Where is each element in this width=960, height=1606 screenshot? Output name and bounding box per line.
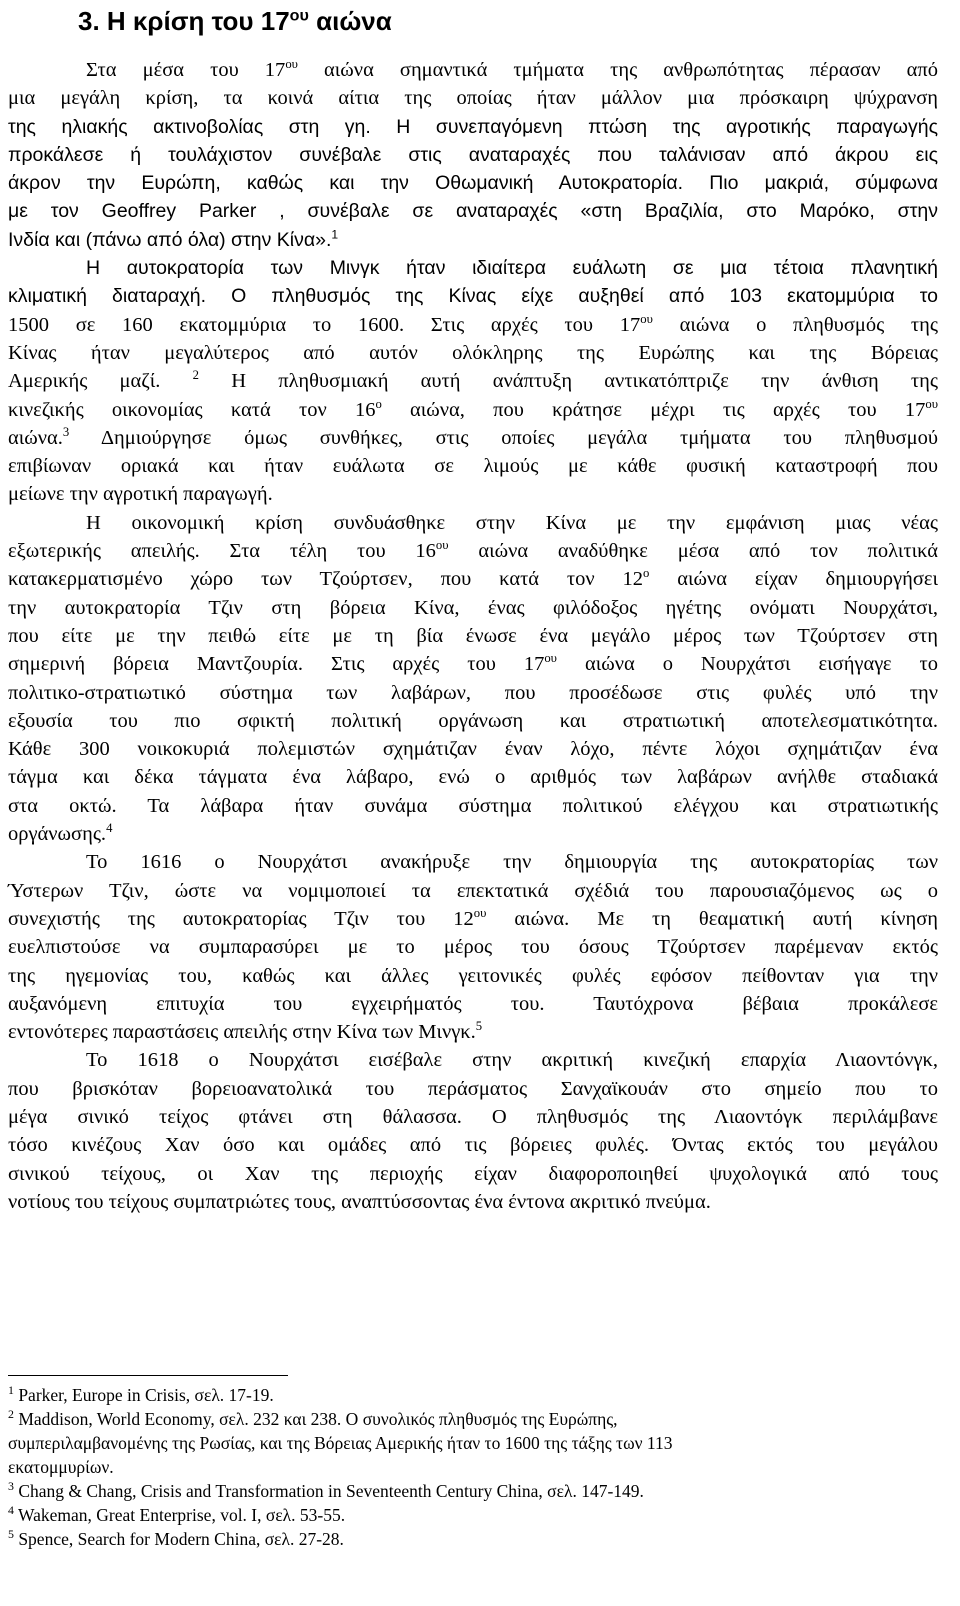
- text-line: μέγα σινικό τείχος φτάνει στη θάλασσα. Ο πληθυσμός της Λιαοντόγκ περιλάμβανε: [8, 1105, 938, 1128]
- text-line: άκρον την Ευρώπη, καθώς και την Οθωμανική Αυτοκρατορία. Πιο μακριά, σύμφωνα: [8, 172, 938, 195]
- footnote-divider: [8, 1375, 288, 1376]
- footnote-ref: 2: [192, 368, 199, 383]
- text-line: πολιτικο-στρατιωτικό σύστημα των λαβάρων, που προσέδωσε στις φυλές υπό την: [8, 681, 938, 704]
- text-line: επιβίωναν οριακά και ήταν ευάλωτα σε λιμούς με κάθε φυσική καταστροφή που: [8, 455, 938, 478]
- text-line: Κάθε 300 νοικοκυριά πολεμιστών σχημάτιζαν έναν λόχο, πέντε λόχοι σχημάτιζαν ένα: [8, 738, 938, 761]
- footnote-ref: 4: [106, 821, 113, 836]
- text-line: Ινδία και (πάνω από όλα) στην Κίνα».$^1$: [8, 227, 339, 251]
- footnote-ref: 5: [475, 1019, 483, 1034]
- text-line: σημερινή βόρεια Μαντζουρία. Στις αρχές του $17^{o\upsilon}$ αιώνα ο Νουρχάτσι εισήγαγε το: [8, 651, 938, 676]
- text-line: νοτίους του τείχους συμπατριώτες τους, αναπτύσσοντας ένα έντονα ακριτικό πνεύμα.: [8, 1190, 711, 1213]
- text-line: της ηλιακής ακτινοβολίας στη γη. Η συνεπαγόμενη πτώση της αγροτικής παραγωγής: [8, 115, 938, 138]
- text-line: κινεζικής οικονομίας κατά τον $16^o$ αιώνα, που κράτησε μέχρι τις αρχές του $17^{o\upsilon}$: [8, 396, 938, 421]
- footnote-3: $^3$ Chang & Chang, Crisis and Transformation in Seventeenth Century China, σελ. 147-149.: [8, 1479, 644, 1501]
- text-line: Το 1616 ο Νουρχάτσι ανακήρυξε την δημιουργία της αυτοκρατορίας των: [86, 851, 938, 874]
- footnote-2-continued: συμπεριλαμβανομένης της Ρωσίας, και της Βόρειας Αμερικής ήταν το 1600 της τάξης των 113: [8, 1433, 673, 1453]
- text-line: Η αυτοκρατορία των Μινγκ ήταν ιδιαίτερα ευάλωτη σε μια τέτοια πλανητική: [86, 257, 938, 280]
- text-line: μείωνε την αγροτική παραγωγή.: [8, 483, 273, 506]
- text-line: εξουσία του πιο σφικτή πολιτική οργάνωση και στρατιωτική αποτελεσματικότητα.: [8, 709, 938, 732]
- text-line: τόσο κινέζους Χαν όσο και ομάδες από τις βόρειες φυλές. Όντας εκτός του μεγάλου: [8, 1134, 938, 1157]
- text-line: εξωτερικής απειλής. Στα τέλη του $16^{o\upsilon}$ αιώνα αναδύθηκε μέσα από τον πολιτικά: [8, 538, 939, 563]
- text-line: αιώνα.$^3$ Δημιούργησε όμως συνθήκες, στις οποίες μεγάλα τμήματα του πληθυσμού: [8, 425, 938, 449]
- text-line: την αυτοκρατορία Τζιν στη βόρεια Κίνα, ένας φιλόδοξος ηγέτης ονόματι Νουρχάτσι,: [8, 596, 938, 619]
- text-line: Ύστερων Τζιν, ώστε να νομιμοποιεί τα επεκτατικά σχέδιά του παρουσιαζόμενος ως ο: [8, 879, 938, 902]
- body-text: [8, 56, 938, 1216]
- text-line: Κίνας ήταν μεγαλύτερος από αυτόν ολόκληρης της Ευρώπης και της Βόρειας: [8, 341, 938, 364]
- section-number: 3.: [78, 6, 100, 36]
- footnote-1: $^1$ Parker, Europe in Crisis, σελ. 17-19.: [8, 1383, 274, 1405]
- text-line: κατακερματισμένο χώρο των Τζούρτσεν, που κατά τον $12^o$ αιώνα είχαν δημιουργήσει: [8, 566, 938, 591]
- footnote-4: $^4$ Wakeman, Great Enterprise, vol. I, σελ. 53-55.: [8, 1503, 346, 1525]
- section-heading: [78, 4, 392, 38]
- text-line: 1500 σε 160 εκατομμύρια το 1600. Στις αρχές του $17^{o\upsilon}$ αιώνα ο πληθυσμός της: [8, 311, 938, 336]
- text-line: Στα μέσα του $17^{o\upsilon}$ αιώνα σημαντικά τμήματα της ανθρωπότητας πέρασαν από: [86, 57, 938, 81]
- text-line: προκάλεσε ή τουλάχιστον συνέβαλε στις αναταραχές που ταλάνισαν από άκρου εις: [8, 143, 938, 166]
- text-line: που είτε με την πειθώ είτε με τη βία ένωσε ένα μεγάλο μέρος των Τζούρτσεν στη: [8, 624, 938, 647]
- footnote-ref: 1: [331, 227, 339, 242]
- footnote-ref: 3: [62, 425, 70, 440]
- text-line: στα οκτώ. Τα λάβαρα ήταν συνάμα σύστημα πολιτικού ελέγχου και στρατιωτικής: [8, 794, 938, 817]
- text-line: μια μεγάλη κρίση, τα κοινά αίτια της οποίας ήταν μάλλον μια πρόσκαιρη ψύχρανση: [8, 87, 938, 110]
- text-line: με τον Geoffrey Parker , συνέβαλε σε αναταραχές «στη Βραζιλία, στο Μαρόκο, στην: [8, 200, 938, 223]
- text-line: Το 1618 ο Νουρχάτσι εισέβαλε στην ακριτική κινεζική επαρχία Λιαοντόνγκ,: [86, 1049, 938, 1072]
- text-line: ευελπιστούσε να συμπαρασύρει με το μέρος του όσους Τζούρτσεν παρέμεναν εκτός: [8, 936, 938, 959]
- text-line: κλιματική διαταραχή. Ο πληθυσμός της Κίνας είχε αυξηθεί από 103 εκατομμύρια το: [8, 285, 938, 308]
- text-line: οργάνωσης.$^4$: [8, 821, 113, 846]
- text-line: αυξανόμενη επιτυχία του εγχειρήματός του. Ταυτόχρονα βέβαια προκάλεσε: [8, 992, 938, 1015]
- text-line: σινικού τείχους, οι Χαν της περιοχής είχαν διαφοροποιηθεί ψυχολογικά από τους: [8, 1162, 938, 1185]
- text-line: τάγμα και δέκα τάγματα ένα λάβαρο, ενώ ο αριθμός των λαβάρων ανήλθε σταδιακά: [8, 766, 938, 789]
- footnote-2: $^2$ Maddison, World Economy, σελ. 232 και 238. Ο συνολικός πληθυσμός της Ευρώπης,: [8, 1407, 618, 1429]
- text-line: Αμερικής μαζί. $^2$ Η πληθυσμιακή αυτή ανάπτυξη αντικατόπτριζε την άνθιση της: [8, 368, 938, 393]
- footnotes: [8, 1383, 938, 1551]
- text-line: που βρισκόταν βορειοανατολικά του περάσματος Σανχαϊκουάν στο σημείο που το: [8, 1077, 938, 1100]
- text-line: συνεχιστής της αυτοκρατορίας Τζιν του $12^{o\upsilon}$ αιώνα. Με τη θεαματική αυτή κίνηση: [8, 906, 938, 930]
- footnote-5: $^5$ Spence, Search for Modern China, σελ. 27-28.: [8, 1527, 344, 1549]
- text-line: της ηγεμονίας του, καθώς και άλλες γειτονικές φυλές εφόσον πείθονταν για την: [8, 964, 938, 987]
- text-line: εντονότερες παραστάσεις απειλής στην Κίνα των Μινγκ.$^5$: [8, 1019, 483, 1044]
- footnote-2-continued: εκατομμυρίων.: [8, 1457, 114, 1477]
- text-line: Η οικονομική κρίση συνδυάσθηκε στην Κίνα με την εμφάνιση μιας νέας: [86, 511, 938, 534]
- section-title: Η κρίση του $17^{o\upsilon}$ αιώνα: [106, 6, 392, 36]
